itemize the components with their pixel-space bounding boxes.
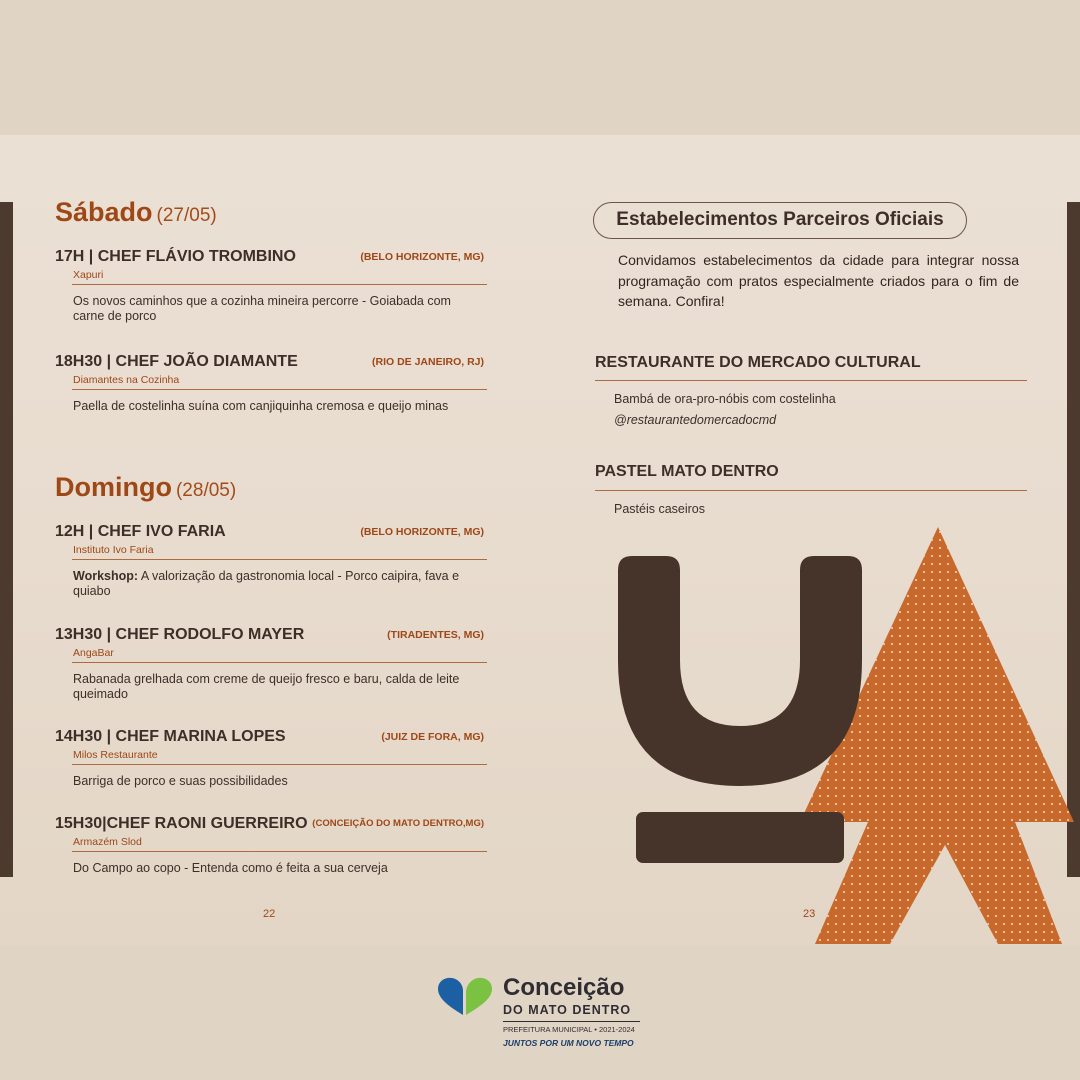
divider bbox=[72, 662, 487, 663]
restaurant-handle: @restaurantedomercadocmd bbox=[614, 413, 777, 427]
event-item bbox=[55, 248, 487, 324]
heart-logo-icon bbox=[438, 977, 494, 1017]
saturday-title bbox=[55, 197, 217, 228]
restaurant-name: PASTEL MATO DENTRO bbox=[595, 463, 779, 480]
event-city: (BELO HORIZONTE, MG) bbox=[360, 251, 484, 263]
event-place: Milos Restaurante bbox=[73, 749, 158, 761]
event-description: Do Campo ao copo - Entenda como é feita a sua cerveja bbox=[73, 861, 388, 875]
divider bbox=[72, 389, 487, 390]
event-place: Xapuri bbox=[73, 269, 104, 281]
event-description: Paella de costelinha suína com canjiquinha cremosa e queijo minas bbox=[73, 399, 449, 413]
page-number-right: 23 bbox=[803, 908, 816, 920]
day-date: (27/05) bbox=[156, 205, 217, 226]
event-city: (RIO DE JANEIRO, RJ) bbox=[371, 356, 484, 368]
day-name: Sábado bbox=[55, 197, 153, 227]
event-time-chef: 12H | CHEF IVO FARIA bbox=[55, 523, 226, 540]
logo-divider bbox=[503, 1021, 640, 1022]
divider bbox=[595, 380, 1027, 381]
logo-title: Conceição bbox=[503, 974, 625, 1001]
day-name: Domingo bbox=[55, 472, 172, 502]
event-place: Diamantes na Cozinha bbox=[73, 374, 180, 386]
event-city: (TIRADENTES, MG) bbox=[387, 629, 484, 641]
event-city: (JUIZ DE FORA, MG) bbox=[381, 731, 484, 743]
restaurant-name: RESTAURANTE DO MERCADO CULTURAL bbox=[595, 354, 921, 371]
event-time-chef: 15H30|CHEF RAONI GUERREIRO bbox=[55, 815, 308, 832]
event-item bbox=[55, 815, 487, 876]
logo-prefeitura: PREFEITURA MUNICIPAL • 2021-2024 bbox=[503, 1025, 635, 1034]
event-description bbox=[73, 569, 487, 599]
event-time-chef: 17H | CHEF FLÁVIO TROMBINO bbox=[55, 248, 296, 265]
divider bbox=[595, 490, 1027, 491]
restaurant-dish: Pastéis caseiros bbox=[614, 502, 706, 516]
sunday-title bbox=[55, 472, 236, 503]
event-city: (BELO HORIZONTE, MG) bbox=[360, 526, 484, 538]
event-description: Rabanada grelhada com creme de queijo fresco e baru, calda de leite queimado bbox=[73, 672, 460, 701]
event-item bbox=[55, 523, 487, 599]
event-description-text: A valorização da gastronomia local - Porco caipira, fava e quiabo bbox=[73, 569, 460, 598]
event-time-chef: 18H30 | CHEF JOÃO DIAMANTE bbox=[55, 353, 298, 370]
event-place: Armazém Slod bbox=[73, 836, 142, 848]
workshop-label: Workshop: bbox=[73, 569, 139, 583]
intro-paragraph: Convidamos estabelecimentos da cidade para integrar nossa programação com pratos especialmente criados para o fim de semana. Confira! bbox=[618, 252, 1019, 309]
divider bbox=[72, 764, 487, 765]
restaurant-dish: Bambá de ora-pro-nóbis com costelinha bbox=[614, 392, 836, 406]
divider bbox=[72, 851, 487, 852]
divider bbox=[72, 559, 487, 560]
decorative-bar-shape bbox=[636, 812, 844, 863]
section-title-pill: Estabelecimentos Parceiros Oficiais bbox=[593, 202, 967, 239]
logo-subtitle: DO MATO DENTRO bbox=[503, 1003, 632, 1017]
event-time-chef: 14H30 | CHEF MARINA LOPES bbox=[55, 728, 286, 745]
event-place: Instituto Ivo Faria bbox=[73, 544, 154, 556]
event-item bbox=[55, 728, 487, 789]
day-date: (28/05) bbox=[175, 480, 237, 501]
event-description: Barriga de porco e suas possibilidades bbox=[73, 774, 288, 788]
logo-tagline: JUNTOS POR UM NOVO TEMPO bbox=[503, 1038, 634, 1048]
event-time-chef: 13H30 | CHEF RODOLFO MAYER bbox=[55, 626, 305, 643]
divider bbox=[72, 284, 487, 285]
event-item bbox=[55, 353, 487, 414]
page-number-left: 22 bbox=[263, 908, 276, 920]
event-description: Os novos caminhos que a cozinha mineira percorre - Goiabada com carne de porco bbox=[73, 294, 451, 323]
event-item bbox=[55, 626, 487, 702]
event-place: AngaBar bbox=[73, 647, 114, 659]
decorative-u-shape bbox=[618, 556, 862, 786]
event-city: (CONCEIÇÃO DO MATO DENTRO,MG) bbox=[312, 818, 484, 829]
